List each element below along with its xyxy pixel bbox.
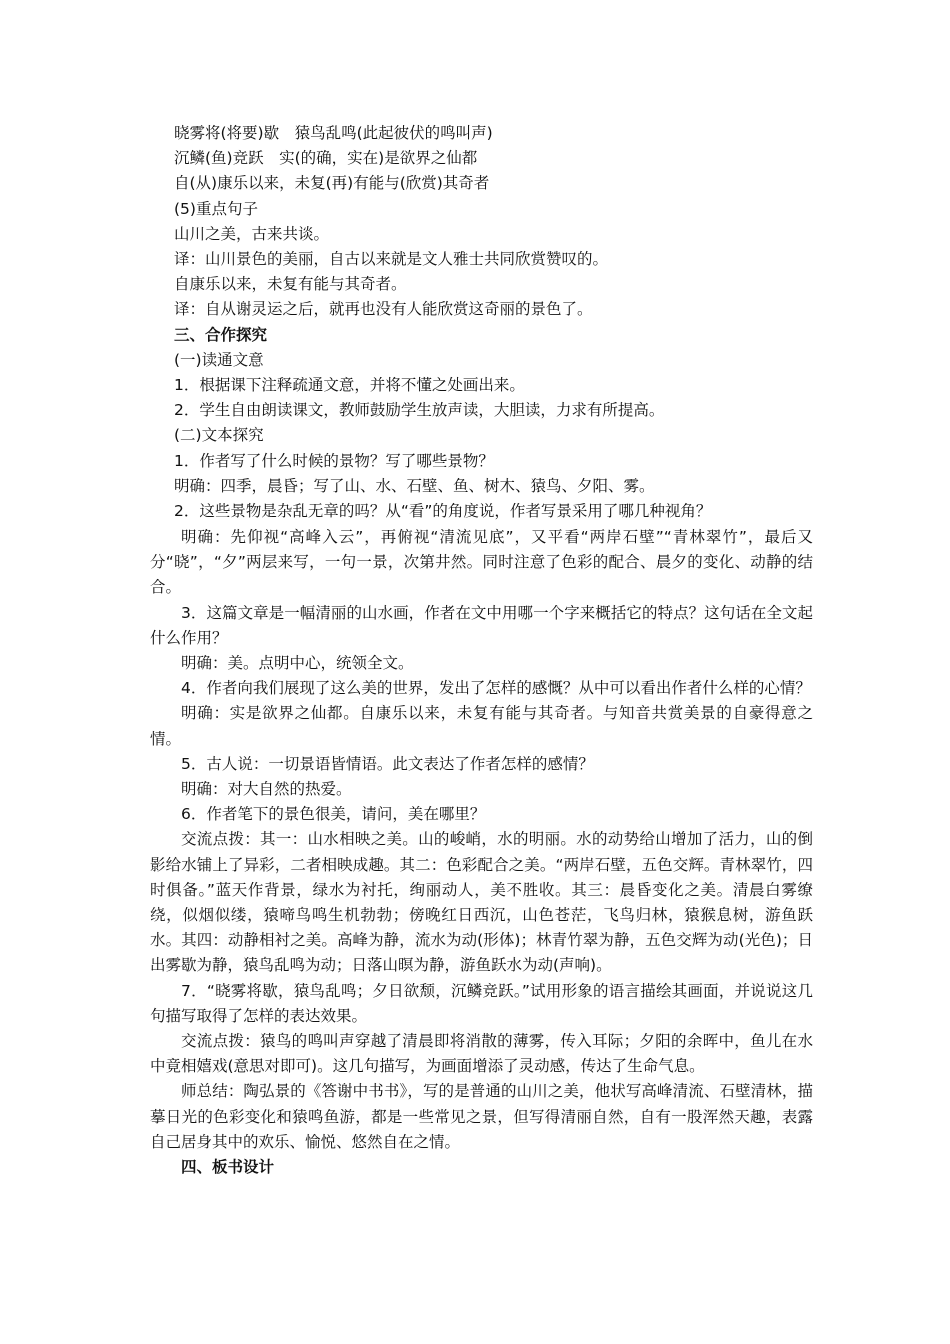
text-line: 2．学生自由朗读课文，教师鼓励学生放声读，大胆读，力求有所提高。 [174, 401, 665, 420]
text-line: (5)重点句子 [174, 199, 258, 218]
paragraph: 交流点拨：猿鸟的鸣叫声穿越了清晨即将消散的薄雾，传入耳际；夕阳的余晖中，鱼儿在水中竟相嬉戏(意思对即可)。这几句描写，为画面增添了灵动感，传达了生命气息。 [150, 1032, 813, 1076]
paragraph: 4．作者向我们展现了这么美的世界，发出了怎样的感慨？从中可以看出作者什么样的心情？ [181, 679, 811, 698]
paragraph: 明确：实是欲界之仙都。自康乐以来，未复有能与其奇者。与知音共赏美景的自豪得意之情。 [150, 704, 813, 748]
subsection-heading: (二)文本探究 [174, 426, 264, 445]
paragraph: 师总结：陶弘景的《答谢中书书》，写的是普通的山川之美，他状写高峰清流、石壁清林，描摹日光的色彩变化和猿鸣鱼游，都是一些常见之景，但写得清丽自然，自有一股浑然天趣，表露自己居身其中的欢乐、愉悦、悠然自在之情。 [150, 1082, 813, 1151]
text-line: 山川之美，古来共谈。 [174, 224, 330, 243]
text-line: 自(从)康乐以来，未复(再)有能与(欣赏)其奇者 [174, 174, 490, 193]
paragraph: 6．作者笔下的景色很美，请问，美在哪里？ [181, 805, 486, 824]
document-flow [150, 525, 813, 1180]
text-line: 晓雾将(将要)歇 猿鸟乱鸣(此起彼伏的鸣叫声) [174, 124, 493, 142]
paragraph: 3．这篇文章是一幅清丽的山水画，作者在文中用哪一个字来概括它的特点？这句话在全文起什么作用？ [150, 603, 813, 647]
section-heading: 四、板书设计 [181, 1158, 275, 1177]
paragraph: 明确：美。点明中心，统领全文。 [181, 654, 414, 673]
text-line: 自康乐以来，未复有能与其奇者。 [174, 275, 407, 294]
paragraph: 5．古人说：一切景语皆情语。此文表达了作者怎样的感情？ [181, 754, 594, 773]
text-line: 1．作者写了什么时候的景物？写了哪些景物？ [174, 451, 494, 470]
text-line: 2．这些景物是杂乱无章的吗？从“看”的角度说，作者写景采用了哪几种视角？ [174, 502, 712, 521]
text-line: 明确：四季，晨昏；写了山、水、石壁、鱼、树木、猿鸟、夕阳、雾。 [174, 476, 655, 495]
text-line: 沉鳞(鱼)竞跃 实(的确，实在)是欲界之仙都 [174, 149, 478, 168]
document-page [174, 121, 814, 524]
paragraph: 7．“晓雾将歇，猿鸟乱鸣；夕日欲颓，沉鳞竞跃。”试用形象的语言描绘其画面，并说说这几句描写取得了怎样的表达效果。 [150, 981, 813, 1025]
paragraph: 交流点拨：其一：山水相映之美。山的峻峭，水的明丽。水的动势给山增加了活力，山的倒影给水铺上了异彩，二者相映成趣。其二：色彩配合之美。“两岸石壁，五色交辉。青林翠竹，四时俱备。”蓝天作背景，绿水为衬托，绚丽动人，美不胜收。其三：晨昏变化之美。清晨白雾缭绕，似烟似缕，猿啼鸟鸣生机勃勃；傍晚红日西沉，山色苍茫，飞鸟归林，猿猴息树，游鱼跃水。其四：动静相衬之美。高峰为静，流水为动(形体)；林青竹翠为静，五色交辉为动(光色)；日出雾歇为静，猿鸟乱鸣为动；日落山暝为静，游鱼跃水为动(声响)。 [150, 830, 813, 975]
text-line: 1．根据课下注释疏通文意，并将不懂之处画出来。 [174, 376, 525, 395]
paragraph: 明确：先仰视“高峰入云”，再俯视“清流见底”，又平看“两岸石壁”“青林翠竹”，最后又分“晓”，“夕”两层来写，一句一景，次第井然。同时注意了色彩的配合、晨夕的变化、动静的结合。 [150, 528, 813, 597]
section-heading: 三、合作探究 [174, 325, 268, 344]
subsection-heading: (一)读通文意 [174, 350, 264, 369]
text-line: 译：山川景色的美丽，自古以来就是文人雅士共同欣赏赞叹的。 [174, 250, 609, 269]
paragraph: 明确：对大自然的热爱。 [181, 780, 352, 799]
text-line: 译：自从谢灵运之后，就再也没有人能欣赏这奇丽的景色了。 [174, 300, 593, 319]
